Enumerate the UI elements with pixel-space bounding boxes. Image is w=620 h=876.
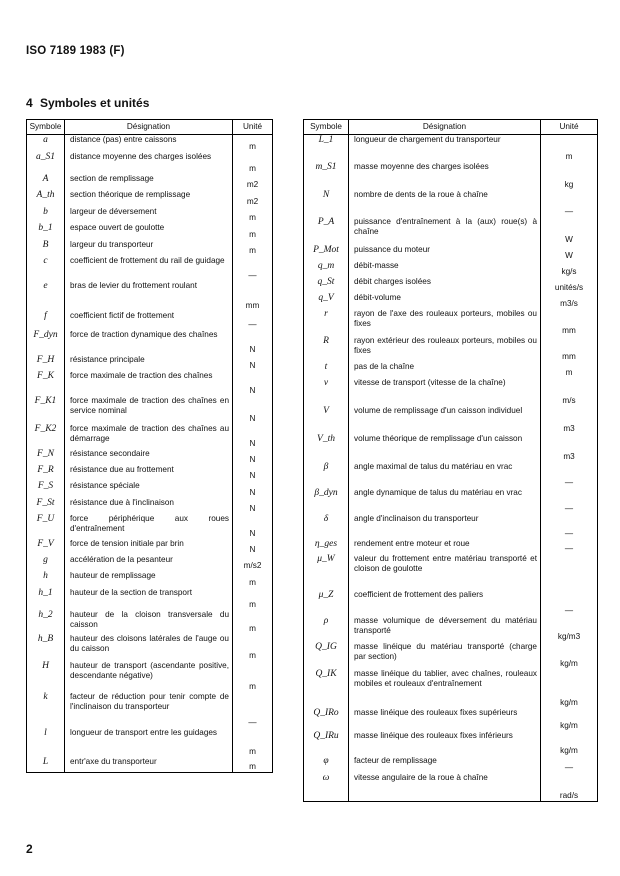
symbol-cell: F_K [27,371,65,396]
designation-cell: facteur de remplissage [354,755,437,765]
designation-cell: coefficient de frottement du rail de guidage [70,255,225,265]
unit-cell: m3 [541,406,598,434]
table-row [27,240,273,256]
designation-cell: distance (pas) entre caissons [70,135,177,144]
table-row [27,449,273,465]
unit-cell: m [233,728,273,757]
symbol-cell: c [27,256,65,281]
designation-cell: section théorique de remplissage [70,189,191,199]
table-row [304,217,598,245]
designation-cell: débit charges isolées [354,276,431,286]
symbol-cell: F_St [27,498,65,514]
symbol-cell: L [27,757,65,773]
symbol-cell: δ [304,514,349,539]
designation-cell: bras de levier du frottement roulant [70,280,197,290]
table-row [304,616,598,642]
designation-cell: débit-masse [354,260,399,270]
table-row [27,498,273,514]
table-row [304,162,598,190]
table-row [27,330,273,355]
symbol-cell: F_V [27,539,65,555]
symbol-cell: e [27,281,65,311]
symbol-cell: a_S1 [27,152,65,174]
symbol-cell: b_1 [27,223,65,240]
unit-cell: kg/m [541,669,598,708]
unit-cell: m [233,240,273,256]
unit-cell: — [541,514,598,539]
unit-cell: kg/m [541,731,598,756]
symbol-cell: P_A [304,217,349,245]
designation-cell: masse volumique de déversement du matériau transporté [354,615,537,635]
unit-cell: m [233,223,273,240]
designation-cell: force maximale de traction des chaînes en service nominal [70,395,229,415]
designation-cell: largeur de déversement [70,206,157,216]
table-row [27,757,273,773]
designation-cell: volume théorique de remplissage d'un caisson [354,433,523,443]
symbol-cell: F_S [27,481,65,498]
unit-cell: N [233,539,273,555]
symbol-cell: Q_IK [304,669,349,708]
table-row [304,462,598,488]
col-designation-header: Désignation [349,120,541,135]
unit-cell: N [233,449,273,465]
designation-cell: hauteur des cloisons latérales de l'auge ou du caisson [70,633,229,653]
table-row [27,223,273,240]
designation-cell: coefficient fictif de frottement [70,310,175,320]
unit-cell: — [541,190,598,217]
table-row [304,309,598,336]
page-number: 2 [26,842,33,856]
symbol-cell: μ_W [304,554,349,590]
table-row [304,362,598,378]
unit-cell: m [541,362,598,378]
designation-cell: résistance spéciale [70,480,140,490]
table-row [304,731,598,756]
col-unit-header: Unité [233,120,273,135]
designation-cell: hauteur de la section de transport [70,587,192,597]
designation-cell: coefficient de frottement des paliers [354,589,484,599]
unit-cell [541,554,598,590]
symbol-cell: N [304,190,349,217]
designation-cell: vitesse angulaire de la roue à chaîne [354,772,488,782]
unit-cell: mm [541,309,598,336]
table-row [304,277,598,293]
unit-cell: — [541,488,598,514]
unit-cell: m [541,135,598,162]
symbol-cell: f [27,311,65,330]
table-row [27,311,273,330]
designation-cell: rayon de l'axe des rouleaux porteurs, mobiles ou fixes [354,308,537,328]
unit-cell: m [233,135,273,152]
col-symbol-header: Symbole [304,120,349,135]
symbol-cell: A [27,174,65,190]
table-row [304,135,598,162]
designation-cell: longueur de chargement du transporteur [354,135,501,144]
designation-cell: force de traction dynamique des chaînes [70,329,218,339]
table-row [304,245,598,261]
unit-cell: — [541,462,598,488]
table-row [304,590,598,616]
table-row [304,488,598,514]
designation-cell: puissance du moteur [354,244,431,254]
symbol-cell: φ [304,756,349,773]
table-row [304,514,598,539]
symbol-cell: Q_IRu [304,731,349,756]
symbol-cell: m_S1 [304,162,349,190]
symbol-cell: H [27,661,65,692]
col-designation-header: Désignation [65,120,233,135]
unit-cell: N [233,396,273,424]
section-title: Symboles et unités [40,96,150,110]
symbol-cell: η_ges [304,539,349,554]
unit-cell: — [541,590,598,616]
col-symbol-header: Symbole [27,120,65,135]
designation-cell: longueur de transport entre les guidages [70,727,218,737]
unit-cell: m [233,588,273,610]
document-header: ISO 7189 1983 (F) [26,45,125,57]
symbols-table-left [26,119,273,773]
symbol-cell: h_2 [27,610,65,634]
unit-cell: W [541,217,598,245]
designation-cell: force périphérique aux roues d'entraînement [70,513,229,533]
symbol-cell: q_St [304,277,349,293]
designation-cell: masse moyenne des charges isolées [354,161,489,171]
table-row [27,692,273,728]
table-header-row [27,120,273,135]
designation-cell: rayon extérieur des rouleaux porteurs, mobiles ou fixes [354,335,537,355]
unit-cell: — [541,539,598,554]
symbol-cell: L_1 [304,135,349,162]
table-row [27,610,273,634]
symbol-cell: F_N [27,449,65,465]
symbol-cell: ω [304,773,349,802]
section-number: 4 [26,96,33,110]
table-row [27,661,273,692]
table-row [27,424,273,449]
symbol-cell: q_m [304,261,349,277]
table-row [27,190,273,207]
symbol-cell: F_U [27,514,65,539]
symbol-cell: F_K1 [27,396,65,424]
symbol-cell: A_th [27,190,65,207]
designation-cell: masse linéique du tablier, avec chaînes, rouleaux mobiles et rouleaux d'entraînement [354,668,537,688]
designation-cell: pas de la chaîne [354,361,415,371]
table-row [27,588,273,610]
unit-cell: kg/m3 [541,616,598,642]
symbol-cell: k [27,692,65,728]
table-row [27,396,273,424]
table-row [27,256,273,281]
unit-cell: N [233,481,273,498]
table-row [27,728,273,757]
symbol-cell: P_Mot [304,245,349,261]
table-row [304,378,598,406]
symbol-cell: β [304,462,349,488]
designation-cell: masse linéique des rouleaux fixes inférieurs [354,730,513,740]
table-row [27,371,273,396]
table-row [27,555,273,571]
table-row [27,634,273,661]
symbol-cell: F_dyn [27,330,65,355]
unit-cell: m3 [541,434,598,462]
unit-cell: — [233,311,273,330]
designation-cell: largeur du transporteur [70,239,154,249]
symbol-cell: F_R [27,465,65,481]
unit-cell: m/s [541,378,598,406]
unit-cell: mm [541,336,598,362]
table-row [304,554,598,590]
symbol-cell: h_1 [27,588,65,610]
designation-cell: section de remplissage [70,173,154,183]
designation-cell: valeur du frottement entre matériau transporté et cloison de goulotte [354,553,537,573]
symbol-cell: μ_Z [304,590,349,616]
designation-cell: force maximale de traction des chaînes [70,370,213,380]
unit-cell: m [233,757,273,773]
designation-cell: puissance d'entraînement à la (aux) roue(s) à chaîne [354,216,537,236]
unit-cell: kg/m [541,642,598,669]
table-row [304,261,598,277]
table-row [304,756,598,773]
designation-cell: résistance due à l'inclinaison [70,497,174,507]
table-row [27,355,273,371]
unit-cell: m [233,571,273,588]
symbol-cell: a [27,135,65,152]
table-row [27,514,273,539]
designation-cell: angle dynamique de talus du matériau en vrac [354,487,522,497]
table-row [304,434,598,462]
table-row [27,135,273,152]
col-unit-header: Unité [541,120,598,135]
table-row [27,174,273,190]
unit-cell: m [233,610,273,634]
unit-cell: — [233,256,273,281]
table-row [304,669,598,708]
symbols-table-right [303,119,598,802]
symbol-cell: B [27,240,65,256]
table-row [304,293,598,309]
symbol-cell: t [304,362,349,378]
designation-cell: rendement entre moteur et roue [354,538,470,548]
designation-cell: masse linéique des rouleaux fixes supérieurs [354,707,518,717]
symbol-cell: h_B [27,634,65,661]
unit-cell: N [233,514,273,539]
designation-cell: force de tension initiale par brin [70,538,184,548]
unit-cell: N [233,424,273,449]
table-body [27,135,273,773]
table-row [27,571,273,588]
symbol-cell: l [27,728,65,757]
symbol-cell: F_K2 [27,424,65,449]
symbol-cell: F_H [27,355,65,371]
unit-cell: m [233,661,273,692]
table-row [27,539,273,555]
unit-cell: m [233,634,273,661]
symbol-cell: q_V [304,293,349,309]
designation-cell: accélération de la pesanteur [70,554,173,564]
table-row [27,481,273,498]
table-row [27,465,273,481]
unit-cell: m2 [233,190,273,207]
symbol-cell: V [304,406,349,434]
symbol-cell: g [27,555,65,571]
designation-cell: hauteur de transport (ascendante positive, descendante négative) [70,660,229,680]
table-row [304,190,598,217]
unit-cell: W [541,245,598,261]
symbol-cell: r [304,309,349,336]
designation-cell: espace ouvert de goulotte [70,222,165,232]
unit-cell: — [541,756,598,773]
unit-cell: kg [541,162,598,190]
table-row [27,207,273,223]
designation-cell: volume de remplissage d'un caisson individuel [354,405,523,415]
symbol-cell: Q_IG [304,642,349,669]
designation-cell: entr'axe du transporteur [70,756,157,766]
designation-cell: résistance due au frottement [70,464,174,474]
designation-cell: hauteur de remplissage [70,570,156,580]
designation-cell: résistance principale [70,354,145,364]
symbol-cell: ρ [304,616,349,642]
designation-cell: masse linéique du matériau transporté (charge par section) [354,641,537,661]
symbol-cell: β_dyn [304,488,349,514]
table-body [304,135,598,802]
unit-cell: N [233,355,273,371]
designation-cell: distance moyenne des charges isolées [70,151,212,161]
designation-cell: résistance secondaire [70,448,150,458]
symbol-cell: v [304,378,349,406]
table-row [304,336,598,362]
table-row [27,152,273,174]
designation-cell: angle maximal de talus du matériau en vrac [354,461,513,471]
unit-cell: m3/s [541,293,598,309]
unit-cell: m2 [233,174,273,190]
symbol-cell: b [27,207,65,223]
unit-cell: kg/s [541,261,598,277]
symbol-cell: h [27,571,65,588]
designation-cell: nombre de dents de la roue à chaîne [354,189,488,199]
designation-cell: force maximale de traction des chaînes au démarrage [70,423,229,443]
symbol-cell: Q_IRo [304,708,349,731]
unit-cell: mm [233,281,273,311]
table-row [304,406,598,434]
unit-cell: N [233,498,273,514]
section-heading [26,96,149,110]
unit-cell: kg/m [541,708,598,731]
unit-cell: N [233,465,273,481]
unit-cell: rad/s [541,773,598,802]
unit-cell: m [233,207,273,223]
table-row [27,281,273,311]
unit-cell: m [233,152,273,174]
table-header-row [304,120,598,135]
designation-cell: débit-volume [354,292,401,302]
symbol-cell: R [304,336,349,362]
unit-cell: N [233,371,273,396]
symbol-cell: V_th [304,434,349,462]
unit-cell: — [233,692,273,728]
table-row [304,539,598,554]
table-row [304,773,598,802]
unit-cell: m/s2 [233,555,273,571]
unit-cell: unités/s [541,277,598,293]
designation-cell: hauteur de la cloison transversale du caisson [70,609,229,629]
table-row [304,642,598,669]
unit-cell: N [233,330,273,355]
designation-cell: vitesse de transport (vitesse de la chaîne) [354,377,506,387]
designation-cell: angle d'inclinaison du transporteur [354,513,479,523]
table-row [304,708,598,731]
designation-cell: facteur de réduction pour tenir compte de l'inclinaison du transporteur [70,691,229,711]
